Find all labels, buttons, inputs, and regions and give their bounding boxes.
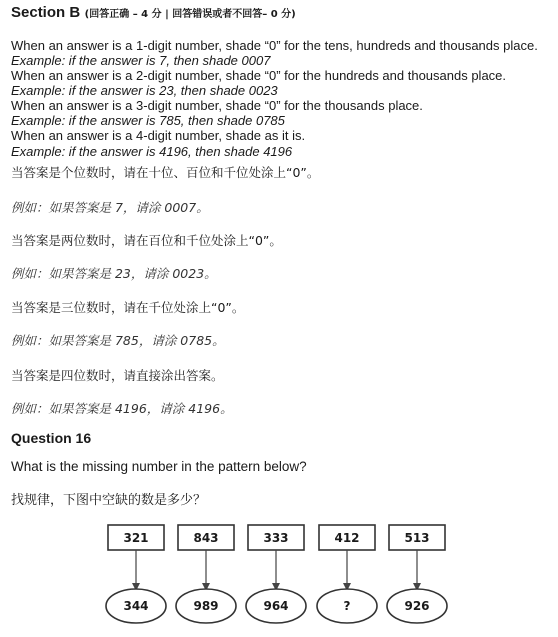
instruction-line: When an answer is a 3-digit number, shade “0” for the thousands place. <box>11 98 423 113</box>
pattern-oval-label: 989 <box>193 599 219 613</box>
pattern-box-label: 843 <box>193 531 219 545</box>
section-scoring: (回答正确 – 4 分 | 回答错误或者不回答– 0 分) <box>84 9 296 20</box>
instruction-line: When an answer is a 1-digit number, shade “0” for the tens, hundreds and thousands place. <box>11 38 538 53</box>
pattern-box-label: 333 <box>263 531 289 545</box>
instruction-zh-line: 当答案是个位数时，请在十位、百位和千位处涂上“0”。 <box>11 165 320 180</box>
instruction-zh-line: 当答案是三位数时，请在千位处涂上“0”。 <box>11 300 245 315</box>
pattern-oval-label: 344 <box>123 599 149 613</box>
pattern-box-label: 321 <box>123 531 149 545</box>
pattern-box-label: 513 <box>404 531 430 545</box>
instruction-zh-example: 例如：如果答案是 7，请涂 0007。 <box>11 200 209 215</box>
instruction-line: When an answer is a 4-digit number, shade as it is. <box>11 128 306 143</box>
pattern-oval-label: 926 <box>404 599 430 613</box>
question-text: What is the missing number in the pattern below? <box>11 459 307 474</box>
instruction-zh-example: 例如：如果答案是 785，请涂 0785。 <box>11 333 225 348</box>
instruction-zh-example: 例如：如果答案是 23，请涂 0023。 <box>11 266 217 281</box>
pattern-box-label: 412 <box>334 531 360 545</box>
instruction-zh-line: 当答案是四位数时，请直接涂出答案。 <box>11 368 224 383</box>
pattern-oval-label: 964 <box>263 599 289 613</box>
pattern-oval-label: ? <box>343 599 351 613</box>
instruction-example: Example: if the answer is 23, then shade 0023 <box>11 83 278 98</box>
instruction-line: When an answer is a 2-digit number, shade “0” for the hundreds and thousands place. <box>11 68 507 83</box>
instruction-zh-example: 例如：如果答案是 4196，请涂 4196。 <box>11 401 233 416</box>
instruction-example: Example: if the answer is 4196, then shade 4196 <box>11 144 293 159</box>
section-title: Section B <box>11 4 81 21</box>
question-text-zh: 找规律，下图中空缺的数是多少？ <box>11 493 207 508</box>
question-title: Question 16 <box>11 430 92 446</box>
instruction-example: Example: if the answer is 7, then shade 0007 <box>11 53 271 68</box>
instruction-zh-line: 当答案是两位数时，请在百位和千位处涂上“0”。 <box>11 233 282 248</box>
instruction-example: Example: if the answer is 785, then shade 0785 <box>11 113 285 128</box>
